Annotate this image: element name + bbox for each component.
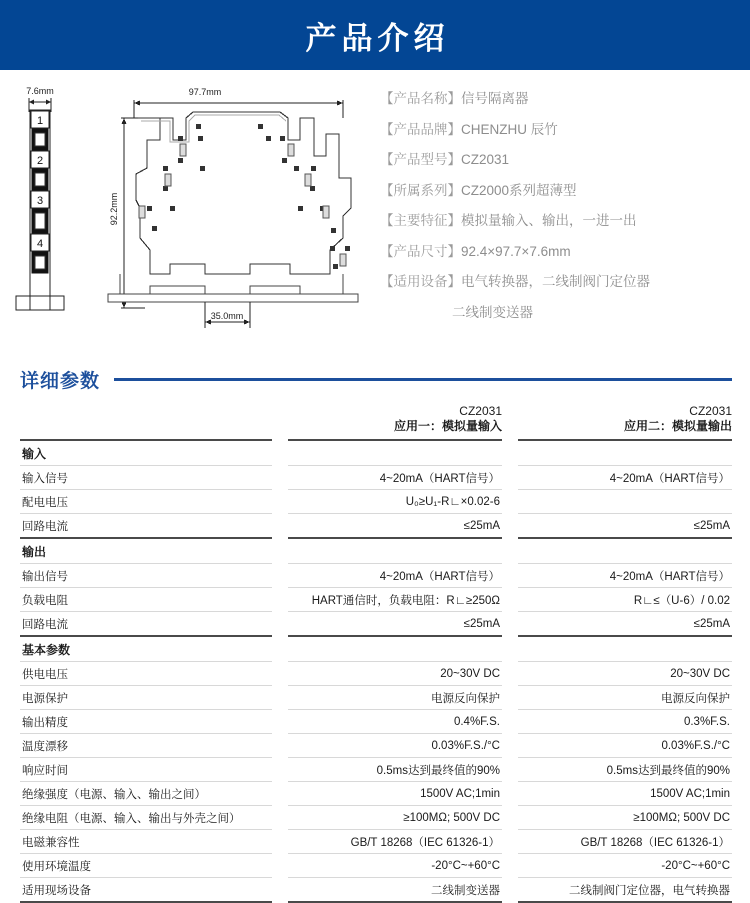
product-info-label: 【主要特征】 — [380, 213, 461, 228]
spec-table-row — [20, 490, 732, 514]
dim-label-height: 92.2mm — [109, 192, 119, 226]
spec-row-value-col1: 20~30V DC — [288, 662, 502, 686]
spec-table-row — [20, 734, 732, 758]
product-info-item-model — [380, 145, 750, 176]
spec-cell-gap — [272, 636, 288, 662]
spec-row-label: 负载电阻 — [20, 588, 272, 612]
spec-cell-gap — [272, 514, 288, 539]
spec-row-value-col2: 0.5ms达到最终值的90% — [518, 758, 732, 782]
spec-row-label: 回路电流 — [20, 514, 272, 539]
specifications-table — [20, 404, 732, 903]
spec-cell-gap — [272, 878, 288, 903]
spec-cell-gap — [502, 588, 518, 612]
spec-cell-gap — [502, 466, 518, 490]
terminal-number-4: 4 — [36, 238, 44, 250]
product-info-value: 电气转换器，二线制阀门定位器 — [461, 274, 650, 289]
spec-row-label: 温度漂移 — [20, 734, 272, 758]
spec-row-label: 回路电流 — [20, 612, 272, 637]
spec-row-value-col2: 电源反向保护 — [518, 686, 732, 710]
spec-row-value-col1: ≤25mA — [288, 612, 502, 637]
spec-table-row — [20, 710, 732, 734]
spec-cell-gap — [272, 564, 288, 588]
spec-row-value-col1: 4~20mA（HART信号） — [288, 564, 502, 588]
spec-header-col1 — [288, 404, 502, 440]
terminal-number-1: 1 — [36, 115, 44, 127]
product-info-label: 【产品型号】 — [380, 152, 461, 167]
spec-row-value-col2: 1500V AC;1min — [518, 782, 732, 806]
spec-table-row — [20, 686, 732, 710]
spec-cell-gap — [272, 734, 288, 758]
spec-cell-gap — [502, 538, 518, 564]
spec-row-value-col2 — [518, 538, 732, 564]
spec-cell-gap — [272, 806, 288, 830]
spec-table-row — [20, 514, 732, 539]
spec-row-label: 绝缘电阻（电源、输入、输出与外壳之间） — [20, 806, 272, 830]
spec-cell-gap — [272, 490, 288, 514]
spec-row-value-col1: U₀≥U₁-R∟×0.02-6 — [288, 490, 502, 514]
spec-cell-gap — [272, 612, 288, 637]
spec-row-value-col1: 0.5ms达到最终值的90% — [288, 758, 502, 782]
spec-header-blank — [20, 404, 272, 440]
spec-table-row — [20, 662, 732, 686]
spec-row-value-col2 — [518, 440, 732, 466]
dimension-drawing-svg — [0, 78, 380, 360]
spec-row-value-col1: 电源反向保护 — [288, 686, 502, 710]
spec-cell-gap — [502, 686, 518, 710]
spec-row-value-col2: 4~20mA（HART信号） — [518, 466, 732, 490]
spec-row-value-col1: HART通信时，负载电阻：R∟≥250Ω — [288, 588, 502, 612]
spec-row-value-col2: R∟≤（U-6）/ 0.02 — [518, 588, 732, 612]
spec-row-value-col2: 0.03%F.S./°C — [518, 734, 732, 758]
spec-cell-gap — [502, 612, 518, 637]
spec-header-col1-model: CZ2031 — [459, 404, 502, 418]
spec-cell-gap — [272, 710, 288, 734]
spec-cell-gap — [272, 588, 288, 612]
spec-row-value-col1: 0.03%F.S./°C — [288, 734, 502, 758]
terminal-number-3: 3 — [36, 195, 44, 207]
spec-cell-gap — [502, 490, 518, 514]
spec-table-row — [20, 636, 732, 662]
spec-cell-gap — [272, 466, 288, 490]
spec-cell-gap — [502, 806, 518, 830]
spec-row-label: 绝缘强度（电源、输入、输出之间） — [20, 782, 272, 806]
spec-table-row — [20, 466, 732, 490]
spec-cell-gap — [272, 758, 288, 782]
product-info-list — [380, 78, 750, 360]
spec-section-title: 详细参数 — [20, 370, 101, 392]
dim-label-side-width: 7.6mm — [26, 86, 54, 96]
product-info-value: 模拟量输入、输出，一进一出 — [461, 213, 637, 228]
spec-row-label: 输出精度 — [20, 710, 272, 734]
spec-header-col2-model: CZ2031 — [689, 404, 732, 418]
spec-table-row — [20, 538, 732, 564]
spec-cell-gap — [272, 782, 288, 806]
spec-table-header-row — [20, 404, 732, 440]
spec-row-value-col1: 二线制变送器 — [288, 878, 502, 903]
product-info-value: CZ2000系列超薄型 — [461, 182, 577, 198]
spec-cell-gap — [502, 564, 518, 588]
spec-table-row — [20, 612, 732, 637]
spec-row-label: 电源保护 — [20, 686, 272, 710]
spec-group-label: 输出 — [20, 538, 272, 564]
product-info-item-brand — [380, 115, 750, 146]
spec-table-row — [20, 564, 732, 588]
spec-row-value-col1: ≤25mA — [288, 514, 502, 539]
spec-cell-gap — [272, 830, 288, 854]
spec-cell-gap — [272, 854, 288, 878]
spec-cell-gap — [502, 662, 518, 686]
spec-cell-gap — [502, 854, 518, 878]
spec-cell-gap — [272, 538, 288, 564]
spec-row-label: 电磁兼容性 — [20, 830, 272, 854]
spec-row-value-col2: -20°C~+60°C — [518, 854, 732, 878]
spec-row-value-col1: -20°C~+60°C — [288, 854, 502, 878]
spec-row-label: 响应时间 — [20, 758, 272, 782]
spec-row-label: 输出信号 — [20, 564, 272, 588]
spec-table-row — [20, 758, 732, 782]
spec-table-container — [0, 404, 750, 903]
spec-cell-gap — [502, 878, 518, 903]
product-info-item-features — [380, 206, 750, 237]
spec-row-value-col2 — [518, 490, 732, 514]
spec-header-col2 — [518, 404, 732, 440]
spec-row-label: 适用现场设备 — [20, 878, 272, 903]
spec-row-value-col1: 0.4%F.S. — [288, 710, 502, 734]
spec-row-label: 输入信号 — [20, 466, 272, 490]
page-banner — [0, 0, 750, 70]
spec-row-value-col2: GB/T 18268（IEC 61326-1） — [518, 830, 732, 854]
spec-row-value-col1 — [288, 538, 502, 564]
product-info-value: 92.4×97.7×7.6mm — [461, 243, 571, 259]
spec-row-value-col1 — [288, 440, 502, 466]
product-dimension-drawing — [0, 78, 380, 360]
spec-row-value-col2: ≤25mA — [518, 514, 732, 539]
spec-cell-gap — [502, 782, 518, 806]
spec-row-label: 配电电压 — [20, 490, 272, 514]
product-info-label: 【产品尺寸】 — [380, 243, 461, 259]
spec-row-value-col2 — [518, 636, 732, 662]
spec-row-value-col2: 20~30V DC — [518, 662, 732, 686]
spec-table-row — [20, 806, 732, 830]
spec-row-value-col1 — [288, 636, 502, 662]
product-info-item-devices — [380, 267, 750, 298]
spec-row-value-col2: 二线制阀门定位器，电气转换器 — [518, 878, 732, 903]
spec-row-label: 供电电压 — [20, 662, 272, 686]
product-intro-section — [0, 70, 750, 360]
spec-row-label: 使用环境温度 — [20, 854, 272, 878]
product-info-value: 信号隔离器 — [461, 91, 529, 106]
spec-row-value-col2: ≤25mA — [518, 612, 732, 637]
product-info-label: 【所属系列】 — [380, 182, 461, 198]
spec-cell-gap — [502, 710, 518, 734]
spec-cell-gap — [502, 514, 518, 539]
spec-row-value-col1: GB/T 18268（IEC 61326-1） — [288, 830, 502, 854]
spec-group-label: 基本参数 — [20, 636, 272, 662]
spec-cell-gap — [272, 440, 288, 466]
spec-header-gap — [502, 404, 518, 440]
spec-header-col1-application: 应用一：模拟量输入 — [393, 419, 502, 433]
product-info-item-series — [380, 176, 750, 207]
spec-row-value-col2: 4~20mA（HART信号） — [518, 564, 732, 588]
page-title: 产品介绍 — [305, 20, 450, 56]
spec-table-body — [20, 440, 732, 902]
spec-row-value-col2: ≥100MΩ; 500V DC — [518, 806, 732, 830]
spec-table-row — [20, 830, 732, 854]
spec-row-value-col1: 1500V AC;1min — [288, 782, 502, 806]
spec-table-row — [20, 782, 732, 806]
product-info-item-size — [380, 237, 750, 268]
section-divider-rule — [114, 378, 732, 381]
spec-table-row — [20, 878, 732, 903]
product-info-label: 【产品品牌】 — [380, 121, 461, 137]
spec-header-gap — [272, 404, 288, 440]
product-info-item-devices-continued: 二线制变送器 — [452, 304, 533, 320]
spec-row-value-col2: 0.3%F.S. — [518, 710, 732, 734]
product-info-label: 【产品名称】 — [380, 91, 461, 106]
product-info-item-name — [380, 84, 750, 115]
spec-cell-gap — [502, 734, 518, 758]
terminal-number-2: 2 — [36, 155, 44, 167]
spec-cell-gap — [272, 686, 288, 710]
spec-row-value-col1: ≥100MΩ; 500V DC — [288, 806, 502, 830]
product-info-label: 【适用设备】 — [380, 274, 461, 289]
spec-table-row — [20, 854, 732, 878]
spec-cell-gap — [502, 440, 518, 466]
spec-cell-gap — [272, 662, 288, 686]
spec-cell-gap — [502, 636, 518, 662]
spec-table-row — [20, 440, 732, 466]
dim-label-rail-width: 35.0mm — [210, 311, 244, 321]
product-info-value: CHENZHU 辰竹 — [461, 121, 558, 137]
product-info-value: CZ2031 — [461, 152, 510, 167]
spec-table-row — [20, 588, 732, 612]
spec-group-label: 输入 — [20, 440, 272, 466]
spec-header-col2-application: 应用二：模拟量输出 — [623, 419, 732, 433]
spec-section-header — [0, 362, 750, 396]
spec-row-value-col1: 4~20mA（HART信号） — [288, 466, 502, 490]
dim-label-front-width: 97.7mm — [188, 87, 222, 97]
spec-cell-gap — [502, 758, 518, 782]
spec-cell-gap — [502, 830, 518, 854]
